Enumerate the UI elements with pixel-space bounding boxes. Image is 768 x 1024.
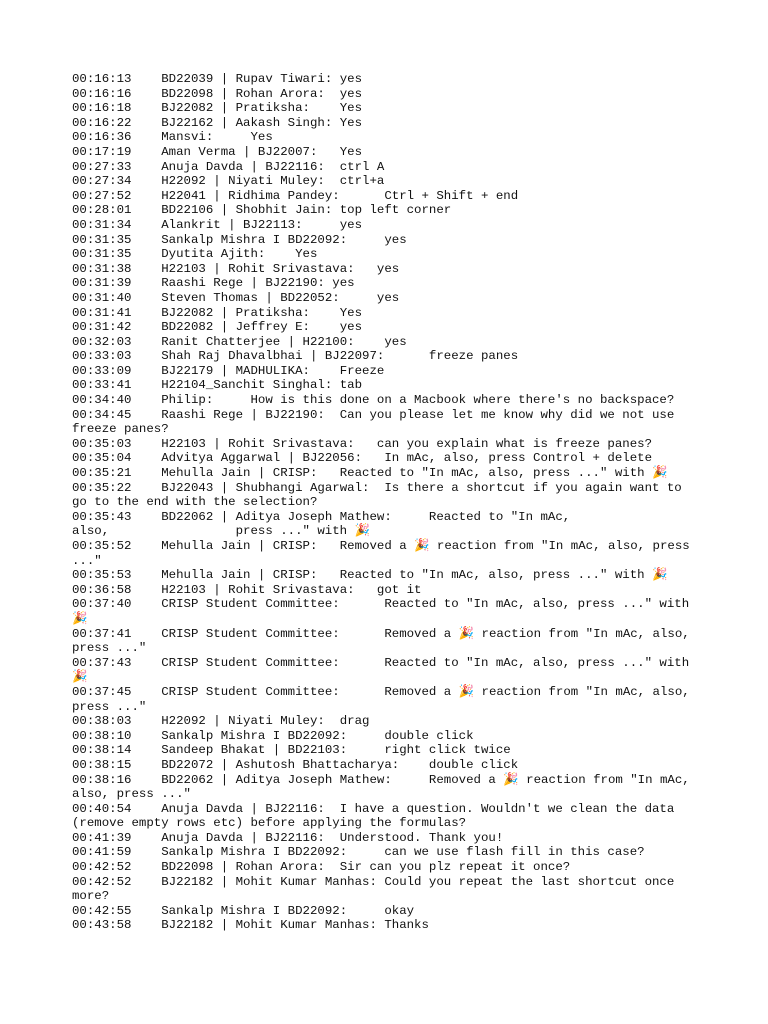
- message-text: BJ22182 | Mohit Kumar Manhas: Could you repeat the last shortcut once more?: [72, 874, 682, 904]
- timestamp: 00:41:39: [72, 830, 132, 845]
- message-text: Steven Thomas | BD22052: yes: [161, 290, 400, 305]
- message-text: H22104_Sanchit Singhal: tab: [161, 378, 363, 393]
- timestamp: 00:37:45: [72, 684, 132, 699]
- chat-entry: [72, 451, 702, 466]
- message-text: H22103 | Rohit Srivastava: got it: [161, 582, 422, 597]
- chat-entry: [72, 378, 702, 393]
- message-text: CRISP Student Committee: Reacted to "In mAc, also, press ..." with 🎉: [72, 597, 697, 626]
- timestamp: 00:34:45: [72, 407, 132, 422]
- chat-entry: [72, 437, 702, 452]
- message-text: Mansvi: Yes: [161, 130, 273, 145]
- timestamp: 00:35:04: [72, 451, 132, 466]
- message-text: Sankalp Mishra I BD22092: yes: [161, 232, 407, 247]
- timestamp: 00:37:40: [72, 597, 132, 612]
- message-text: H22041 | Ridhima Pandey: Ctrl + Shift + end: [161, 188, 519, 203]
- chat-entry: [72, 174, 702, 189]
- timestamp: 00:34:40: [72, 393, 132, 408]
- chat-entry: [72, 189, 702, 204]
- message-text: Sandeep Bhakat | BD22103: right click twice: [161, 743, 511, 758]
- timestamp: 00:38:15: [72, 757, 132, 772]
- chat-entry: [72, 203, 702, 218]
- message-text: BJ22043 | Shubhangi Agarwal: Is there a shortcut if you again want to go to the end with the selection?: [72, 480, 690, 510]
- chat-entry: [72, 627, 702, 656]
- message-text: Advitya Aggarwal | BJ22056: In mAc, also, press Control + delete: [161, 451, 652, 466]
- message-text: Mehulla Jain | CRISP: Reacted to "In mAc, also, press ..." with 🎉: [161, 568, 668, 583]
- chat-entry: [72, 145, 702, 160]
- timestamp: 00:42:55: [72, 903, 132, 918]
- message-text: Sankalp Mishra I BD22092: can we use flash fill in this case?: [161, 845, 645, 860]
- timestamp: 00:31:42: [72, 320, 132, 335]
- chat-entry: [72, 729, 702, 744]
- message-text: Ranit Chatterjee | H22100: yes: [161, 334, 407, 349]
- timestamp: 00:31:40: [72, 290, 132, 305]
- message-text: Mehulla Jain | CRISP: Reacted to "In mAc, also, press ..." with 🎉: [161, 466, 668, 481]
- message-text: BD22098 | Rohan Arora: yes: [161, 86, 363, 101]
- message-text: CRISP Student Committee: Removed a 🎉 reaction from "In mAc, also, press ...": [72, 626, 698, 656]
- message-text: H22103 | Rohit Srivastava: can you explain what is freeze panes?: [161, 436, 652, 451]
- timestamp: 00:40:54: [72, 801, 132, 816]
- timestamp: 00:36:58: [72, 582, 132, 597]
- timestamp: 00:16:13: [72, 72, 132, 86]
- chat-entry: [72, 320, 702, 335]
- chat-entry: [72, 845, 702, 860]
- timestamp: 00:31:34: [72, 217, 132, 232]
- timestamp: 00:31:35: [72, 232, 132, 247]
- chat-entry: [72, 393, 702, 408]
- timestamp: 00:42:52: [72, 874, 132, 889]
- chat-entry: [72, 130, 702, 145]
- timestamp: 00:43:58: [72, 918, 132, 933]
- chat-entry: [72, 101, 702, 116]
- timestamp: 00:28:01: [72, 203, 132, 218]
- timestamp: 00:38:14: [72, 743, 132, 758]
- chat-entry: [72, 408, 702, 437]
- chat-entry: [72, 539, 702, 568]
- timestamp: 00:32:03: [72, 334, 132, 349]
- message-text: BD22072 | Ashutosh Bhattacharya: double click: [161, 757, 519, 772]
- chat-entry: [72, 335, 702, 350]
- message-text: Raashi Rege | BJ22190: Can you please let me know why did we not use freeze panes?: [72, 407, 682, 437]
- message-text: BJ22182 | Mohit Kumar Manhas: Thanks: [161, 918, 429, 933]
- message-text: BD22062 | Aditya Joseph Mathew: Removed a 🎉 reaction from "In mAc, also, press ...": [72, 772, 698, 802]
- message-text: Anuja Davda | BJ22116: ctrl A: [161, 159, 385, 174]
- chat-transcript-page: [72, 72, 702, 933]
- chat-entry: [72, 904, 702, 919]
- message-text: BD22062 | Aditya Joseph Mathew: Reacted to "In mAc, also, press ..." with 🎉: [72, 509, 578, 539]
- chat-entry: [72, 364, 702, 379]
- message-text: Sankalp Mishra I BD22092: double click: [161, 728, 474, 743]
- chat-log: [72, 72, 702, 933]
- timestamp: 00:41:59: [72, 845, 132, 860]
- message-text: Anuja Davda | BJ22116: Understood. Thank you!: [161, 830, 504, 845]
- chat-entry: [72, 247, 702, 262]
- timestamp: 00:35:21: [72, 466, 132, 481]
- chat-entry: [72, 743, 702, 758]
- message-text: Raashi Rege | BJ22190: yes: [161, 276, 355, 291]
- message-text: H22092 | Niyati Muley: ctrl+a: [161, 174, 385, 189]
- timestamp: 00:16:16: [72, 86, 132, 101]
- message-text: BJ22179 | MADHULIKA: Freeze: [161, 363, 385, 378]
- timestamp: 00:27:33: [72, 159, 132, 174]
- timestamp: 00:27:34: [72, 174, 132, 189]
- timestamp: 00:38:16: [72, 772, 132, 787]
- chat-entry: [72, 276, 702, 291]
- message-text: BJ22162 | Aakash Singh: Yes: [161, 115, 363, 130]
- timestamp: 00:16:22: [72, 115, 132, 130]
- timestamp: 00:35:22: [72, 480, 132, 495]
- chat-entry: [72, 233, 702, 248]
- timestamp: 00:17:19: [72, 144, 132, 159]
- message-text: Aman Verma | BJ22007: Yes: [161, 144, 363, 159]
- timestamp: 00:31:38: [72, 261, 132, 276]
- timestamp: 00:33:41: [72, 378, 132, 393]
- timestamp: 00:27:52: [72, 188, 132, 203]
- timestamp: 00:37:43: [72, 655, 132, 670]
- chat-entry: [72, 773, 702, 802]
- chat-entry: [72, 875, 702, 904]
- timestamp: 00:16:18: [72, 101, 132, 116]
- message-text: Sankalp Mishra I BD22092: okay: [161, 903, 415, 918]
- chat-entry: [72, 831, 702, 846]
- timestamp: 00:38:10: [72, 728, 132, 743]
- timestamp: 00:33:03: [72, 349, 132, 364]
- message-text: H22103 | Rohit Srivastava: yes: [161, 261, 400, 276]
- chat-entry: [72, 860, 702, 875]
- chat-entry: [72, 597, 702, 626]
- message-text: BD22039 | Rupav Tiwari: yes: [161, 72, 363, 86]
- timestamp: 00:31:41: [72, 305, 132, 320]
- chat-entry: [72, 306, 702, 321]
- chat-entry: [72, 714, 702, 729]
- timestamp: 00:35:03: [72, 436, 132, 451]
- chat-entry: [72, 918, 702, 933]
- message-text: BJ22082 | Pratiksha: Yes: [161, 305, 363, 320]
- chat-entry: [72, 758, 702, 773]
- timestamp: 00:33:09: [72, 363, 132, 378]
- timestamp: 00:42:52: [72, 860, 132, 875]
- chat-entry: [72, 802, 702, 831]
- timestamp: 00:38:03: [72, 714, 132, 729]
- chat-entry: [72, 116, 702, 131]
- message-text: Philip: How is this done on a Macbook where there's no backspace?: [161, 393, 675, 408]
- chat-entry: [72, 685, 702, 714]
- chat-entry: [72, 72, 702, 87]
- chat-entry: [72, 291, 702, 306]
- timestamp: 00:16:36: [72, 130, 132, 145]
- message-text: Shah Raj Dhavalbhai | BJ22097: freeze panes: [161, 349, 519, 364]
- message-text: BD22082 | Jeffrey E: yes: [161, 320, 363, 335]
- message-text: Mehulla Jain | CRISP: Removed a 🎉 reaction from "In mAc, also, press ...": [72, 539, 698, 568]
- chat-entry: [72, 481, 702, 510]
- chat-entry: [72, 218, 702, 233]
- message-text: Anuja Davda | BJ22116: I have a question. Wouldn't we clean the data (remove empty rows etc) before applying the formulas?: [72, 801, 682, 831]
- timestamp: 00:37:41: [72, 626, 132, 641]
- chat-entry: [72, 349, 702, 364]
- message-text: BD22098 | Rohan Arora: Sir can you plz repeat it once?: [161, 860, 571, 875]
- chat-entry: [72, 510, 702, 539]
- message-text: BJ22082 | Pratiksha: Yes: [161, 101, 363, 116]
- chat-entry: [72, 262, 702, 277]
- message-text: CRISP Student Committee: Removed a 🎉 reaction from "In mAc, also, press ...": [72, 684, 698, 714]
- timestamp: 00:35:53: [72, 568, 132, 583]
- timestamp: 00:35:52: [72, 539, 132, 553]
- message-text: H22092 | Niyati Muley: drag: [161, 714, 370, 729]
- chat-entry: [72, 87, 702, 102]
- message-text: CRISP Student Committee: Reacted to "In mAc, also, press ..." with 🎉: [72, 655, 697, 685]
- timestamp: 00:31:39: [72, 276, 132, 291]
- chat-entry: [72, 160, 702, 175]
- message-text: Alankrit | BJ22113: yes: [161, 217, 363, 232]
- timestamp: 00:35:43: [72, 509, 132, 524]
- chat-entry: [72, 583, 702, 598]
- message-text: Dyutita Ajith: Yes: [161, 247, 318, 262]
- timestamp: 00:31:35: [72, 247, 132, 262]
- chat-entry: [72, 466, 702, 481]
- chat-entry: [72, 656, 702, 685]
- message-text: BD22106 | Shobhit Jain: top left corner: [161, 203, 452, 218]
- chat-entry: [72, 568, 702, 583]
